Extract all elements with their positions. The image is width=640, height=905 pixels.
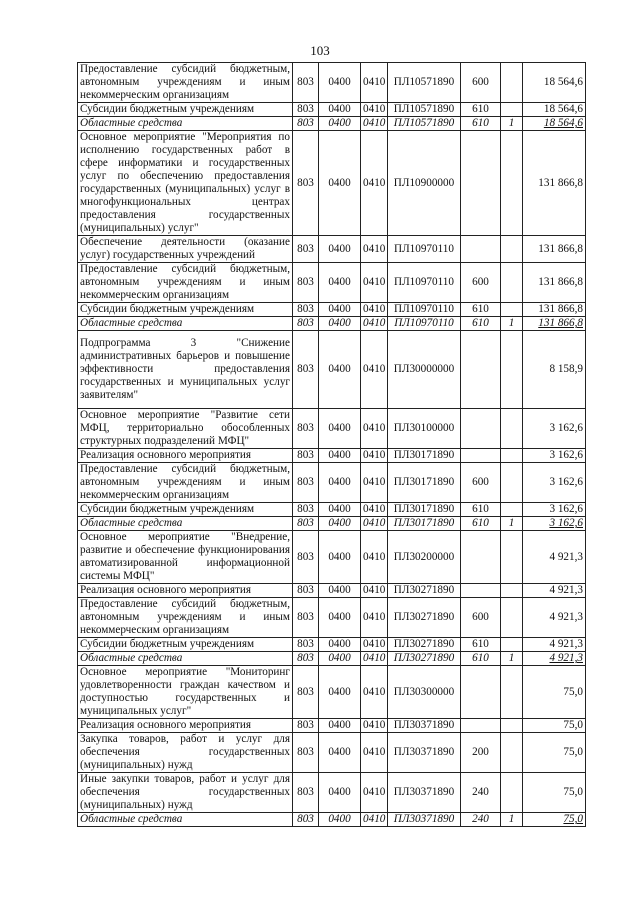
amount-cell: 4 921,3 <box>523 638 586 652</box>
ministry-code-cell: 803 <box>293 103 319 117</box>
section-code-cell: 0400 <box>319 517 361 531</box>
funding-source-cell <box>501 773 523 813</box>
table-row <box>78 317 586 331</box>
table-row <box>78 638 586 652</box>
section-code-cell: 0400 <box>319 263 361 303</box>
item-name-cell: Предоставление субсидий бюджетным, автономным учреждениям и иным некоммерческим организациям <box>78 598 293 638</box>
expense-type-cell: 240 <box>461 773 501 813</box>
ministry-code-cell: 803 <box>293 666 319 719</box>
target-article-cell: ПЛ30271890 <box>388 598 461 638</box>
budget-table-body <box>78 63 586 827</box>
amount-cell: 131 866,8 <box>523 263 586 303</box>
ministry-code-cell: 803 <box>293 303 319 317</box>
ministry-code-cell: 803 <box>293 63 319 103</box>
funding-source-cell <box>501 263 523 303</box>
ministry-code-cell: 803 <box>293 117 319 131</box>
amount-cell: 75,0 <box>523 813 586 827</box>
target-article-cell: ПЛ30200000 <box>388 531 461 584</box>
funding-source-cell <box>501 131 523 236</box>
table-row <box>78 63 586 103</box>
item-name-cell: Областные средства <box>78 813 293 827</box>
expense-type-cell: 610 <box>461 503 501 517</box>
amount-cell: 3 162,6 <box>523 449 586 463</box>
ministry-code-cell: 803 <box>293 503 319 517</box>
target-article-cell: ПЛ30171890 <box>388 449 461 463</box>
ministry-code-cell: 803 <box>293 733 319 773</box>
subsection-code-cell: 0410 <box>361 463 388 503</box>
expense-type-cell: 600 <box>461 463 501 503</box>
table-row <box>78 263 586 303</box>
amount-cell: 18 564,6 <box>523 63 586 103</box>
expense-type-cell <box>461 449 501 463</box>
target-article-cell: ПЛ10571890 <box>388 103 461 117</box>
target-article-cell: ПЛ30171890 <box>388 503 461 517</box>
funding-source-cell <box>501 63 523 103</box>
target-article-cell: ПЛ30371890 <box>388 773 461 813</box>
table-row <box>78 584 586 598</box>
expense-type-cell: 610 <box>461 317 501 331</box>
expense-type-cell <box>461 584 501 598</box>
expense-type-cell: 610 <box>461 103 501 117</box>
ministry-code-cell: 803 <box>293 773 319 813</box>
amount-cell: 3 162,6 <box>523 463 586 503</box>
expense-type-cell: 240 <box>461 813 501 827</box>
funding-source-cell <box>501 463 523 503</box>
target-article-cell: ПЛ30271890 <box>388 638 461 652</box>
subsection-code-cell: 0410 <box>361 813 388 827</box>
subsection-code-cell: 0410 <box>361 331 388 409</box>
item-name-cell: Предоставление субсидий бюджетным, автономным учреждениям и иным некоммерческим организациям <box>78 63 293 103</box>
section-code-cell: 0400 <box>319 103 361 117</box>
item-name-cell: Основное мероприятие "Мониторинг удовлетворенности граждан качеством и доступностью государственных и муниципальных услуг" <box>78 666 293 719</box>
funding-source-cell <box>501 103 523 117</box>
expense-type-cell: 600 <box>461 63 501 103</box>
section-code-cell: 0400 <box>319 331 361 409</box>
target-article-cell: ПЛ30371890 <box>388 733 461 773</box>
target-article-cell: ПЛ30100000 <box>388 409 461 449</box>
expense-type-cell: 610 <box>461 652 501 666</box>
section-code-cell: 0400 <box>319 598 361 638</box>
subsection-code-cell: 0410 <box>361 652 388 666</box>
subsection-code-cell: 0410 <box>361 236 388 263</box>
target-article-cell: ПЛ30171890 <box>388 463 461 503</box>
item-name-cell: Предоставление субсидий бюджетным, автономным учреждениям и иным некоммерческим организациям <box>78 463 293 503</box>
funding-source-cell <box>501 303 523 317</box>
table-row <box>78 409 586 449</box>
table-row <box>78 598 586 638</box>
ministry-code-cell: 803 <box>293 463 319 503</box>
expense-type-cell <box>461 331 501 409</box>
ministry-code-cell: 803 <box>293 317 319 331</box>
section-code-cell: 0400 <box>319 463 361 503</box>
table-row <box>78 117 586 131</box>
item-name-cell: Подпрограмма 3 "Снижение административных барьеров и повышение эффективности предоставления государственных и муниципальных услуг заявителям" <box>78 331 293 409</box>
amount-cell: 131 866,8 <box>523 317 586 331</box>
target-article-cell: ПЛ30271890 <box>388 652 461 666</box>
target-article-cell: ПЛ30000000 <box>388 331 461 409</box>
section-code-cell: 0400 <box>319 719 361 733</box>
funding-source-cell <box>501 236 523 263</box>
expense-type-cell: 600 <box>461 263 501 303</box>
item-name-cell: Областные средства <box>78 517 293 531</box>
ministry-code-cell: 803 <box>293 638 319 652</box>
funding-source-cell: 1 <box>501 317 523 331</box>
funding-source-cell <box>501 331 523 409</box>
subsection-code-cell: 0410 <box>361 503 388 517</box>
expense-type-cell <box>461 666 501 719</box>
subsection-code-cell: 0410 <box>361 263 388 303</box>
target-article-cell: ПЛ10571890 <box>388 117 461 131</box>
table-row <box>78 813 586 827</box>
section-code-cell: 0400 <box>319 531 361 584</box>
target-article-cell: ПЛ30371890 <box>388 813 461 827</box>
target-article-cell: ПЛ10970110 <box>388 263 461 303</box>
subsection-code-cell: 0410 <box>361 131 388 236</box>
expense-type-cell: 200 <box>461 733 501 773</box>
funding-source-cell <box>501 531 523 584</box>
item-name-cell: Субсидии бюджетным учреждениям <box>78 503 293 517</box>
amount-cell: 3 162,6 <box>523 503 586 517</box>
section-code-cell: 0400 <box>319 666 361 719</box>
budget-table <box>77 62 586 827</box>
expense-type-cell <box>461 409 501 449</box>
expense-type-cell <box>461 236 501 263</box>
funding-source-cell <box>501 584 523 598</box>
amount-cell: 3 162,6 <box>523 517 586 531</box>
table-row <box>78 503 586 517</box>
funding-source-cell: 1 <box>501 813 523 827</box>
amount-cell: 4 921,3 <box>523 531 586 584</box>
funding-source-cell <box>501 449 523 463</box>
target-article-cell: ПЛ30371890 <box>388 719 461 733</box>
item-name-cell: Основное мероприятие "Внедрение, развитие и обеспечение функционирования автоматизированной информационной системы МФЦ" <box>78 531 293 584</box>
ministry-code-cell: 803 <box>293 598 319 638</box>
item-name-cell: Областные средства <box>78 317 293 331</box>
funding-source-cell: 1 <box>501 652 523 666</box>
subsection-code-cell: 0410 <box>361 303 388 317</box>
section-code-cell: 0400 <box>319 773 361 813</box>
amount-cell: 75,0 <box>523 719 586 733</box>
amount-cell: 75,0 <box>523 773 586 813</box>
subsection-code-cell: 0410 <box>361 317 388 331</box>
item-name-cell: Реализация основного мероприятия <box>78 449 293 463</box>
amount-cell: 4 921,3 <box>523 584 586 598</box>
item-name-cell: Областные средства <box>78 652 293 666</box>
amount-cell: 8 158,9 <box>523 331 586 409</box>
subsection-code-cell: 0410 <box>361 449 388 463</box>
expense-type-cell <box>461 131 501 236</box>
item-name-cell: Реализация основного мероприятия <box>78 719 293 733</box>
section-code-cell: 0400 <box>319 409 361 449</box>
amount-cell: 4 921,3 <box>523 598 586 638</box>
item-name-cell: Основное мероприятие "Развитие сети МФЦ, территориально обособленных структурных подразделений МФЦ" <box>78 409 293 449</box>
expense-type-cell: 600 <box>461 598 501 638</box>
item-name-cell: Областные средства <box>78 117 293 131</box>
subsection-code-cell: 0410 <box>361 584 388 598</box>
ministry-code-cell: 803 <box>293 236 319 263</box>
section-code-cell: 0400 <box>319 117 361 131</box>
expense-type-cell <box>461 719 501 733</box>
section-code-cell: 0400 <box>319 317 361 331</box>
funding-source-cell <box>501 409 523 449</box>
section-code-cell: 0400 <box>319 813 361 827</box>
expense-type-cell: 610 <box>461 517 501 531</box>
funding-source-cell <box>501 598 523 638</box>
funding-source-cell <box>501 733 523 773</box>
funding-source-cell <box>501 719 523 733</box>
expense-type-cell: 610 <box>461 638 501 652</box>
target-article-cell: ПЛ10970110 <box>388 236 461 263</box>
item-name-cell: Реализация основного мероприятия <box>78 584 293 598</box>
amount-cell: 3 162,6 <box>523 409 586 449</box>
amount-cell: 131 866,8 <box>523 131 586 236</box>
ministry-code-cell: 803 <box>293 531 319 584</box>
funding-source-cell <box>501 666 523 719</box>
item-name-cell: Субсидии бюджетным учреждениям <box>78 303 293 317</box>
table-row <box>78 449 586 463</box>
ministry-code-cell: 803 <box>293 813 319 827</box>
item-name-cell: Субсидии бюджетным учреждениям <box>78 638 293 652</box>
table-row <box>78 719 586 733</box>
section-code-cell: 0400 <box>319 63 361 103</box>
amount-cell: 131 866,8 <box>523 236 586 263</box>
table-row <box>78 303 586 317</box>
item-name-cell: Субсидии бюджетным учреждениям <box>78 103 293 117</box>
table-row <box>78 531 586 584</box>
amount-cell: 18 564,6 <box>523 117 586 131</box>
section-code-cell: 0400 <box>319 449 361 463</box>
table-row <box>78 773 586 813</box>
section-code-cell: 0400 <box>319 503 361 517</box>
subsection-code-cell: 0410 <box>361 598 388 638</box>
subsection-code-cell: 0410 <box>361 733 388 773</box>
table-row <box>78 733 586 773</box>
ministry-code-cell: 803 <box>293 263 319 303</box>
subsection-code-cell: 0410 <box>361 517 388 531</box>
target-article-cell: ПЛ10970110 <box>388 303 461 317</box>
subsection-code-cell: 0410 <box>361 773 388 813</box>
amount-cell: 75,0 <box>523 666 586 719</box>
table-row <box>78 331 586 409</box>
section-code-cell: 0400 <box>319 584 361 598</box>
amount-cell: 131 866,8 <box>523 303 586 317</box>
subsection-code-cell: 0410 <box>361 638 388 652</box>
section-code-cell: 0400 <box>319 303 361 317</box>
item-name-cell: Основное мероприятие "Мероприятия по исполнению государственных работ в сфере информатики и государственных услуг по обеспечению предоставления государственных (муниципальных) услуг в многофункциональных центрах предоставления государственных (муниципальных) услуг" <box>78 131 293 236</box>
subsection-code-cell: 0410 <box>361 666 388 719</box>
ministry-code-cell: 803 <box>293 517 319 531</box>
subsection-code-cell: 0410 <box>361 117 388 131</box>
item-name-cell: Предоставление субсидий бюджетным, автономным учреждениям и иным некоммерческим организациям <box>78 263 293 303</box>
target-article-cell: ПЛ30300000 <box>388 666 461 719</box>
section-code-cell: 0400 <box>319 236 361 263</box>
subsection-code-cell: 0410 <box>361 719 388 733</box>
target-article-cell: ПЛ30171890 <box>388 517 461 531</box>
section-code-cell: 0400 <box>319 733 361 773</box>
expense-type-cell <box>461 531 501 584</box>
ministry-code-cell: 803 <box>293 331 319 409</box>
table-row <box>78 236 586 263</box>
funding-source-cell <box>501 503 523 517</box>
table-row <box>78 103 586 117</box>
subsection-code-cell: 0410 <box>361 63 388 103</box>
amount-cell: 18 564,6 <box>523 103 586 117</box>
ministry-code-cell: 803 <box>293 449 319 463</box>
funding-source-cell <box>501 638 523 652</box>
expense-type-cell: 610 <box>461 117 501 131</box>
table-row <box>78 517 586 531</box>
amount-cell: 4 921,3 <box>523 652 586 666</box>
expense-type-cell: 610 <box>461 303 501 317</box>
page-number: 103 <box>310 43 330 58</box>
item-name-cell: Обеспечение деятельности (оказание услуг) государственных учреждений <box>78 236 293 263</box>
funding-source-cell: 1 <box>501 117 523 131</box>
ministry-code-cell: 803 <box>293 652 319 666</box>
target-article-cell: ПЛ10970110 <box>388 317 461 331</box>
section-code-cell: 0400 <box>319 638 361 652</box>
ministry-code-cell: 803 <box>293 409 319 449</box>
subsection-code-cell: 0410 <box>361 103 388 117</box>
section-code-cell: 0400 <box>319 652 361 666</box>
item-name-cell: Иные закупки товаров, работ и услуг для обеспечения государственных (муниципальных) нужд <box>78 773 293 813</box>
amount-cell: 75,0 <box>523 733 586 773</box>
subsection-code-cell: 0410 <box>361 531 388 584</box>
ministry-code-cell: 803 <box>293 719 319 733</box>
section-code-cell: 0400 <box>319 131 361 236</box>
ministry-code-cell: 803 <box>293 131 319 236</box>
table-row <box>78 652 586 666</box>
table-row <box>78 463 586 503</box>
table-row <box>78 131 586 236</box>
subsection-code-cell: 0410 <box>361 409 388 449</box>
ministry-code-cell: 803 <box>293 584 319 598</box>
target-article-cell: ПЛ10900000 <box>388 131 461 236</box>
target-article-cell: ПЛ30271890 <box>388 584 461 598</box>
table-row <box>78 666 586 719</box>
funding-source-cell: 1 <box>501 517 523 531</box>
target-article-cell: ПЛ10571890 <box>388 63 461 103</box>
item-name-cell: Закупка товаров, работ и услуг для обеспечения государственных (муниципальных) нужд <box>78 733 293 773</box>
